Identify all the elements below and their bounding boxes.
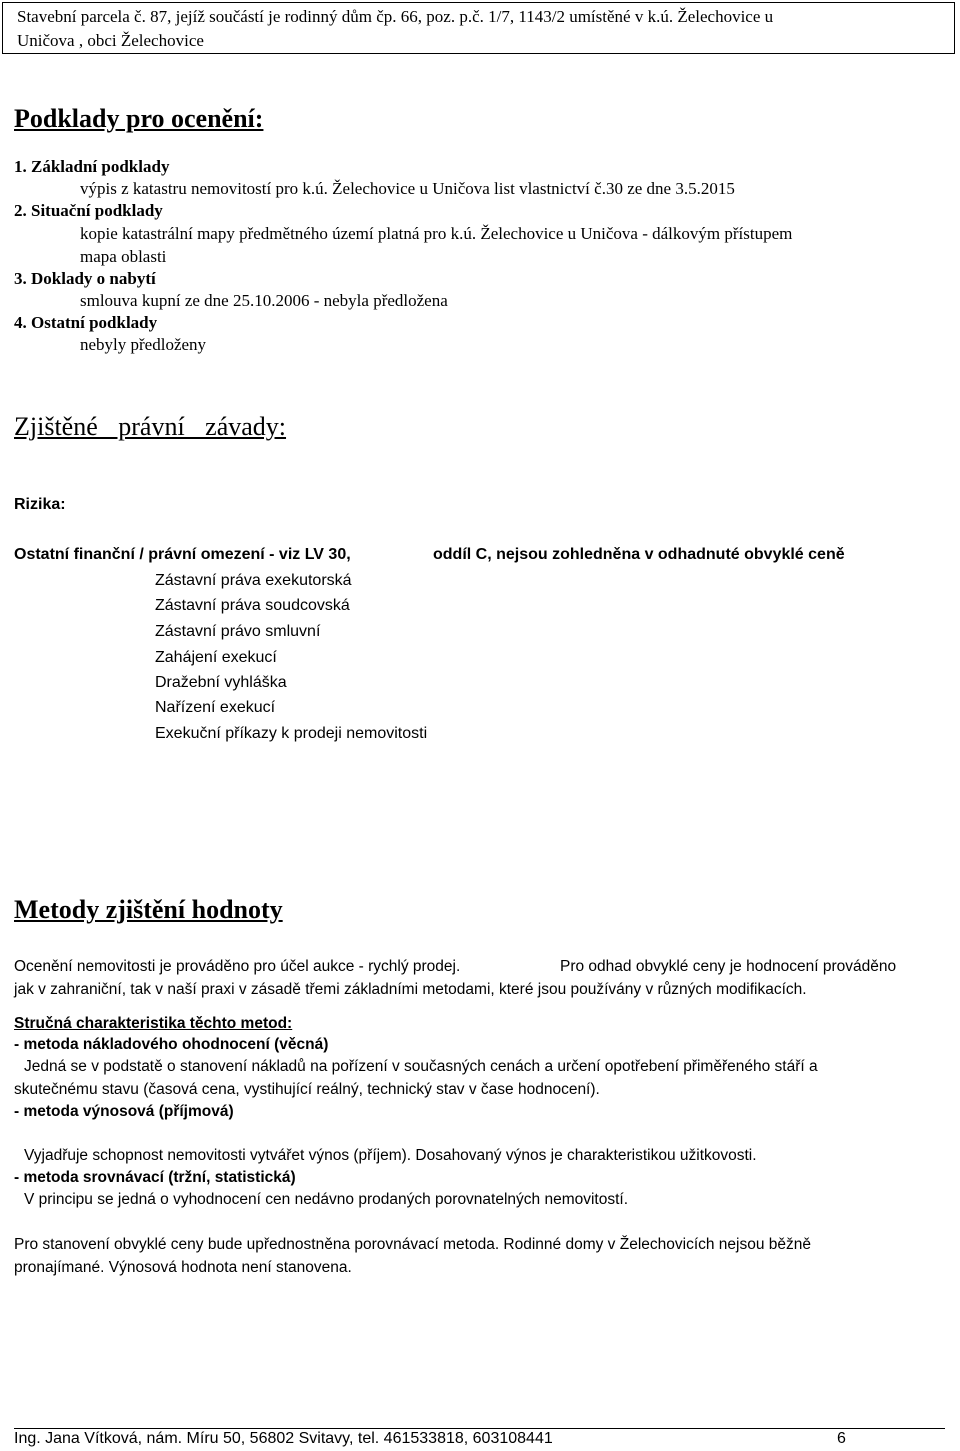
section-title-metody: Metody zjištění hodnoty [14,895,283,924]
riziko-item: Dražební vyhláška [155,674,287,691]
riziko-item: Zástavní práva exekutorská [155,572,352,589]
metoda-3-line-1: V principu se jedná o vyhodnocení cen nedávno prodaných porovnatelných nemovitostí. [24,1191,629,1208]
omezeni-left: Ostatní finanční / právní omezení - viz LV 30, [14,546,351,563]
podklady-line-2b: mapa oblasti [80,247,167,266]
riziko-item: Nařízení exekucí [155,699,276,716]
section-title-zavady: Zjištěné právní závady: [14,412,287,441]
riziko-item: Zahájení exekucí [155,649,277,666]
header-line-1: Stavební parcela č. 87, jejíž součástí je rodinný dům čp. 66, poz. p.č. 1/7, 1143/2 umístěné v k.ú. Želechovice u [17,7,774,26]
charakteristika-title: Stručná charakteristika těchto metod: [14,1015,293,1032]
podklady-heading-2: 2. Situační podklady [14,201,163,220]
metoda-1-title: - metoda nákladového ohodnocení (věcná) [14,1036,329,1053]
podklady-heading-4: 4. Ostatní podklady [14,313,158,332]
metoda-1-line-1: Jedná se v podstatě o stanovení nákladů na pořízení v současných cenách a určení opotřebení přiměřeného stáří a [24,1058,818,1075]
page-header [2,2,955,54]
metody-intro-line-2: jak v zahraniční, tak v naší praxi v zásadě třemi základními metodami, které jsou používány v různých modifikacích. [14,981,807,998]
metoda-3-title: - metoda srovnávací (tržní, statistická) [14,1169,296,1186]
footer-contact: Ing. Jana Vítková, nám. Míru 50, 56802 Svitavy, tel. 461533818, 603108441 [14,1430,553,1447]
zaver-line-1: Pro stanovení obvyklé ceny bude upřednostněna porovnávací metoda. Rodinné domy v Želechovicích nejsou běžně [14,1236,812,1253]
podklady-line-1: výpis z katastru nemovitostí pro k.ú. Želechovice u Uničova list vlastnictví č.30 ze dne 3.5.2015 [80,179,735,198]
podklady-line-2a: kopie katastrální mapy předmětného území platná pro k.ú. Želechovice u Uničova - dálkovým přístupem [80,224,793,243]
metoda-2-line-1: Vyjadřuje schopnost nemovitosti vytvářet výnos (příjem). Dosahovaný výnos je charakteristikou užitkovosti. [24,1147,757,1164]
podklady-heading-3: 3. Doklady o nabytí [14,269,156,288]
riziko-item: Zástavní právo smluvní [155,623,321,640]
metoda-1-line-2: skutečnému stavu (časová cena, vystihující reálný, technický stav v čase hodnocení). [14,1081,600,1098]
omezeni-right: oddíl C, nejsou zohledněna v odhadnuté obvyklé ceně [433,546,845,563]
footer-divider [14,1428,945,1429]
section-title-podklady: Podklady pro ocenění: [14,104,264,133]
podklady-heading-1: 1. Základní podklady [14,157,170,176]
rizika-label: Rizika: [14,496,66,513]
metoda-2-title: - metoda výnosová (příjmová) [14,1103,234,1120]
podklady-line-3: smlouva kupní ze dne 25.10.2006 - nebyla předložena [80,291,448,310]
metody-intro-b: Pro odhad obvyklé ceny je hodnocení prováděno [560,958,897,975]
zaver-line-2: pronajímané. Výnosová hodnota není stanovena. [14,1259,352,1276]
riziko-item: Zástavní práva soudcovská [155,597,350,614]
riziko-item: Exekuční příkazy k prodeji nemovitosti [155,725,428,742]
metody-intro-a: Ocenění nemovitosti je prováděno pro účel aukce - rychlý prodej. [14,958,461,975]
page-number: 6 [837,1430,846,1447]
podklady-line-4: nebyly předloženy [80,335,207,354]
header-line-2: Uničova , obci Želechovice [17,31,204,50]
